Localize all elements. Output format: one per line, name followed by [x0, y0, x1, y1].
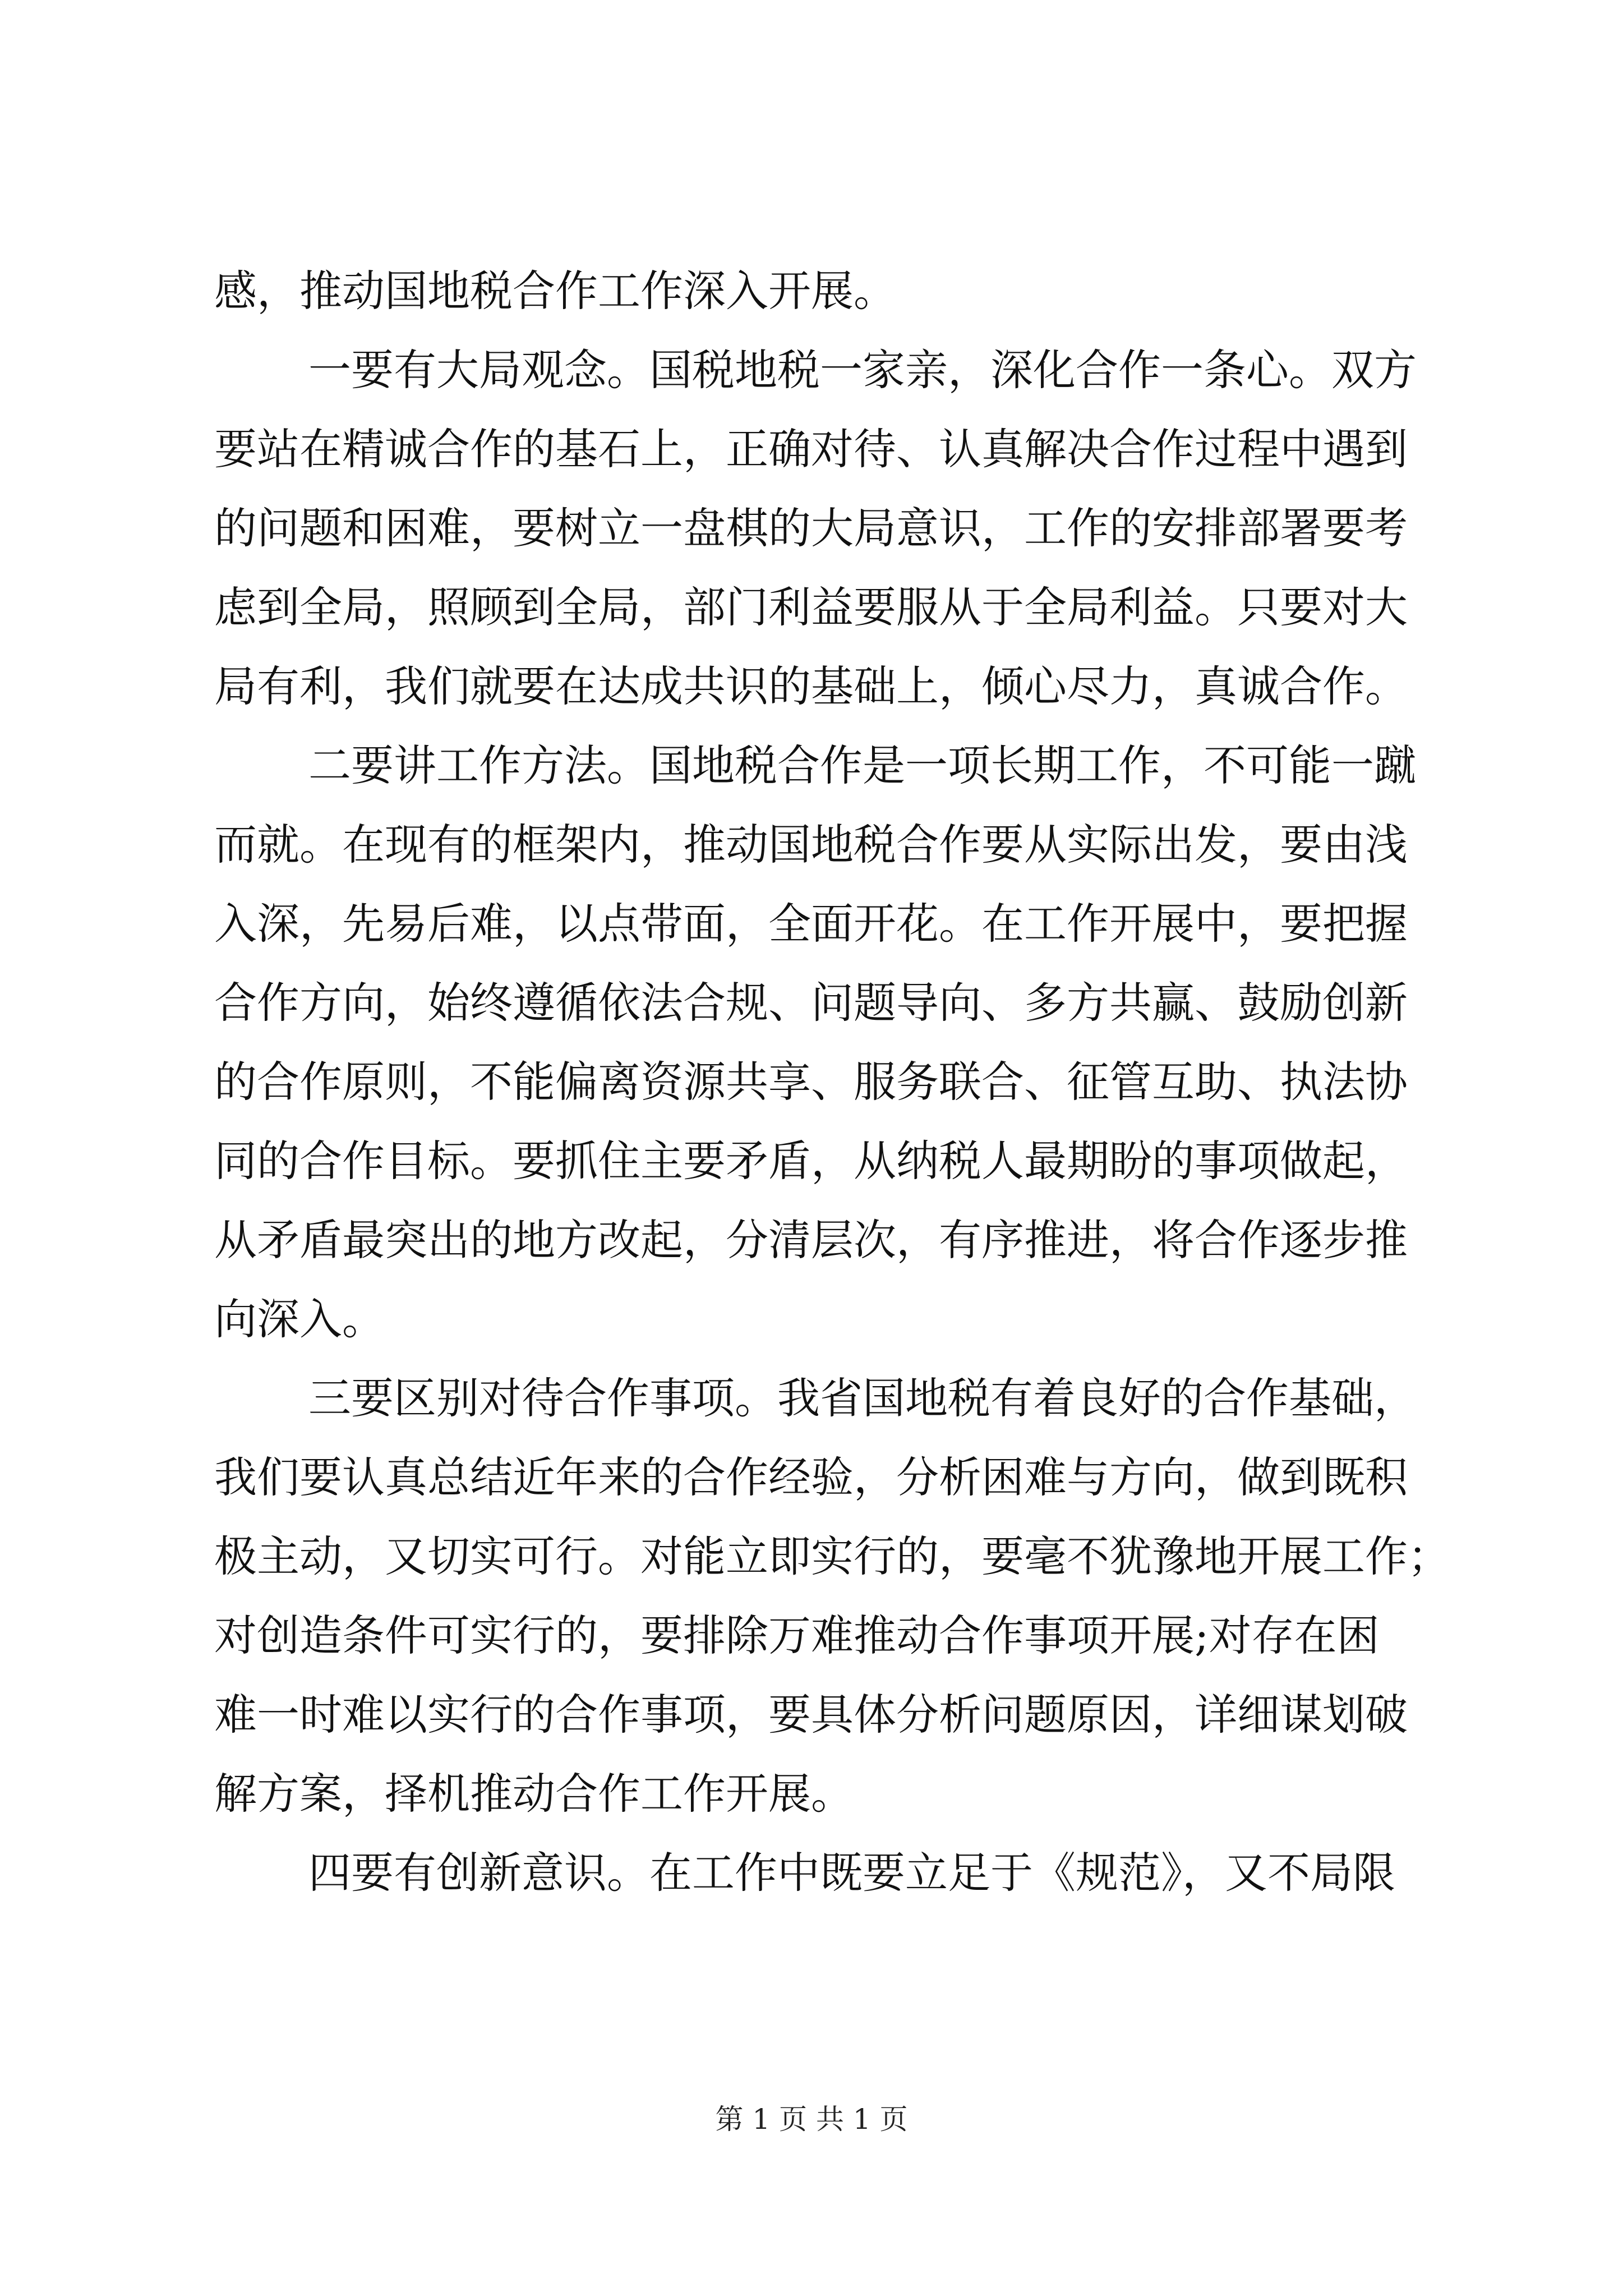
text-line: 从矛盾最突出的地方改起，分清层次，有序推进，将合作逐步推 — [214, 1215, 1408, 1265]
text-line: 向深入。 — [214, 1294, 385, 1344]
text-line: 难一时难以实行的合作事项，要具体分析问题原因，详细谋划破 — [214, 1690, 1408, 1740]
text-line: 要站在精诚合作的基石上，正确对待、认真解决合作过程中遇到 — [214, 424, 1408, 474]
paragraph-innovation — [214, 1833, 1437, 1912]
paragraph-work-method — [214, 726, 1437, 1359]
paragraph-cooperation-items — [214, 1359, 1450, 1833]
text-line: 入深，先易后难，以点带面，全面开花。在工作开展中，要把握 — [214, 899, 1408, 949]
text-line: 的问题和困难，要树立一盘棋的大局意识，工作的安排部署要考 — [214, 503, 1408, 553]
text-line: 合作方向，始终遵循依法合规、问题导向、多方共赢、鼓励创新 — [214, 978, 1408, 1028]
paragraph-big-picture — [214, 330, 1437, 726]
page-footer: 第 1 页 共 1 页 — [715, 2103, 908, 2136]
paragraph-continuation — [214, 251, 1437, 330]
text-line: 极主动，又切实可行。对能立即实行的，要毫不犹豫地开展工作； — [214, 1531, 1450, 1581]
text-line: 一要有大局观念。国税地税一家亲，深化合作一条心。双方 — [308, 345, 1417, 395]
text-line: 我们要认真总结近年来的合作经验，分析困难与方向，做到既积 — [214, 1452, 1408, 1502]
text-line: 四要有创新意识。在工作中既要立足于《规范》，又不局限 — [308, 1848, 1395, 1898]
text-line: 解方案，择机推动合作工作开展。 — [214, 1769, 854, 1819]
text-line: 二要讲工作方法。国地税合作是一项长期工作，不可能一蹴 — [308, 740, 1417, 790]
text-line: 虑到全局，照顾到全局，部门利益要服从于全局利益。只要对大 — [214, 582, 1408, 632]
document-body — [214, 251, 1450, 1912]
text-line: 局有利，我们就要在达成共识的基础上，倾心尽力，真诚合作。 — [214, 661, 1408, 711]
text-line: 的合作原则，不能偏离资源共享、服务联合、征管互助、执法协 — [214, 1057, 1408, 1107]
text-line: 三要区别对待合作事项。我省国地税有着良好的合作基础， — [308, 1373, 1417, 1423]
text-line: 同的合作目标。要抓住主要矛盾，从纳税人最期盼的事项做起， — [214, 1136, 1408, 1186]
text-line: 对创造条件可实行的，要排除万难推动合作事项开展;对存在困 — [214, 1611, 1380, 1660]
text-line: 而就。在现有的框架内，推动国地税合作要从实际出发，要由浅 — [214, 820, 1408, 869]
text-line: 感，推动国地税合作工作深入开展。 — [214, 266, 896, 316]
